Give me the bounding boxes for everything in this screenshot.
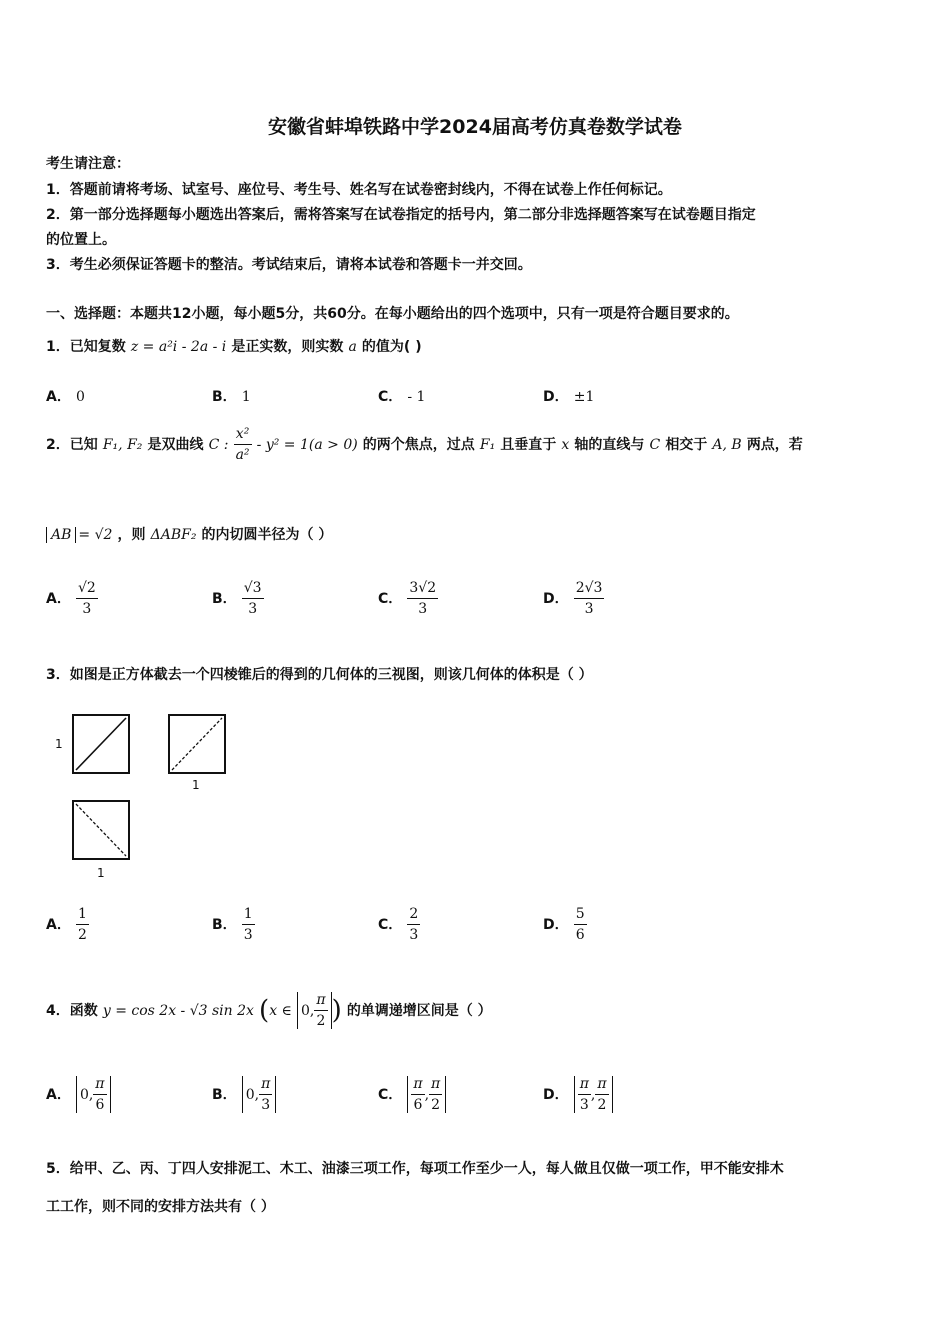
q2-abs-ab: AB bbox=[46, 527, 76, 543]
front-view-label: 1 bbox=[55, 737, 63, 751]
denominator: 2 bbox=[77, 927, 87, 943]
notice-line-2b: 的位置上。 bbox=[46, 232, 116, 248]
option-label: D． bbox=[543, 389, 569, 405]
front-view bbox=[72, 714, 130, 774]
notice-line-1: 1．答题前请将考场、试室号、座位号、考生号、姓名写在试卷密封线内，不得在试卷上作任何标记。 bbox=[46, 182, 672, 198]
q1-option-b[interactable] bbox=[212, 386, 251, 406]
q1-mid: 是正实数，则实数 bbox=[231, 339, 344, 355]
q4-expression: y = cos 2x - √3 sin 2x bbox=[102, 1003, 254, 1019]
q1-post: 的值为( ) bbox=[361, 339, 422, 355]
q2-text-7: ，则 bbox=[117, 527, 146, 543]
interval-comma: , bbox=[424, 1087, 430, 1103]
option-interval bbox=[574, 1076, 613, 1113]
numerator: π bbox=[429, 1076, 442, 1095]
q4-pre: 4．函数 bbox=[46, 1003, 98, 1019]
q3-option-b[interactable] bbox=[212, 906, 255, 943]
q4-post: 的单调递增区间是（ ） bbox=[346, 1003, 492, 1019]
numerator: 3√2 bbox=[407, 580, 438, 599]
q2-option-d[interactable] bbox=[543, 580, 604, 617]
q2-text-5: 相交于 bbox=[665, 437, 708, 453]
denominator: 3 bbox=[418, 601, 428, 617]
option-label: A． bbox=[46, 1087, 71, 1103]
option-value: ±1 bbox=[573, 389, 595, 405]
numerator: 1 bbox=[242, 906, 255, 925]
option-value: - 1 bbox=[407, 389, 426, 405]
q2-c: C bbox=[649, 437, 661, 453]
option-interval bbox=[407, 1076, 446, 1113]
q1-variable: a bbox=[348, 339, 357, 355]
side-view bbox=[168, 714, 226, 774]
option-label: A． bbox=[46, 389, 71, 405]
q1-option-c[interactable] bbox=[378, 386, 425, 406]
option-fraction bbox=[76, 906, 89, 943]
numerator: π bbox=[411, 1076, 424, 1095]
option-label: D． bbox=[543, 1087, 569, 1103]
numerator: π bbox=[595, 1076, 608, 1095]
denominator: 3 bbox=[243, 927, 253, 943]
q2-curve-head: C : bbox=[208, 437, 229, 453]
interval-fraction bbox=[93, 1076, 106, 1113]
denominator: 3 bbox=[579, 1097, 589, 1113]
q2-option-b[interactable] bbox=[212, 580, 264, 617]
q2-triangle: ΔABF₂ bbox=[150, 527, 197, 543]
q2-foci: F₁, F₂ bbox=[102, 437, 143, 453]
numerator: 2 bbox=[407, 906, 420, 925]
q2-x: x bbox=[561, 437, 570, 453]
q2-text-6: 两点，若 bbox=[746, 437, 803, 453]
q2-text-3: 且垂直于 bbox=[500, 437, 557, 453]
denominator: 2 bbox=[597, 1097, 607, 1113]
q3-option-a[interactable] bbox=[46, 906, 89, 943]
numerator: π bbox=[259, 1076, 272, 1095]
option-fraction bbox=[574, 906, 587, 943]
q2-text-8: 的内切圆半径为（ ） bbox=[201, 527, 333, 543]
q1-option-d[interactable] bbox=[543, 386, 594, 406]
numerator: √3 bbox=[242, 580, 264, 599]
q4-option-d[interactable] bbox=[543, 1076, 613, 1113]
q2-f1: F₁ bbox=[479, 437, 496, 453]
option-interval bbox=[242, 1076, 277, 1113]
option-value: 0 bbox=[75, 389, 85, 405]
denominator: 3 bbox=[409, 927, 419, 943]
interval-lo: 0, bbox=[79, 1087, 94, 1103]
q2-ab: A, B bbox=[712, 437, 742, 453]
option-label: C． bbox=[378, 917, 403, 933]
q2-text-2: 的两个焦点，过点 bbox=[362, 437, 475, 453]
q4-option-c[interactable] bbox=[378, 1076, 446, 1113]
option-fraction bbox=[407, 906, 420, 943]
option-label: C． bbox=[378, 591, 403, 607]
option-fraction bbox=[574, 580, 605, 617]
denominator: 3 bbox=[82, 601, 92, 617]
option-fraction bbox=[242, 906, 255, 943]
denominator: 6 bbox=[575, 927, 585, 943]
option-label: B． bbox=[212, 591, 237, 607]
top-view-hidden-edge bbox=[74, 802, 128, 858]
notice-line-3: 3．考生必须保证答题卡的整洁。考试结束后，请将本试卷和答题卡一并交回。 bbox=[46, 257, 532, 273]
option-label: C． bbox=[378, 389, 403, 405]
q4-domain-fraction bbox=[314, 992, 327, 1029]
question-1 bbox=[46, 336, 422, 356]
question-3: 3．如图是正方体截去一个四棱锥后的得到的几何体的三视图，则该几何体的体积是（ ） bbox=[46, 667, 593, 683]
interval-lo: 0, bbox=[245, 1087, 260, 1103]
side-view-label: 1 bbox=[192, 778, 200, 792]
q4-domain-interval bbox=[297, 992, 332, 1029]
denominator: 6 bbox=[413, 1097, 423, 1113]
option-label: B． bbox=[212, 917, 237, 933]
q1-option-a[interactable] bbox=[46, 386, 85, 406]
option-fraction bbox=[76, 580, 98, 617]
option-label: B． bbox=[212, 389, 237, 405]
q4-option-b[interactable] bbox=[212, 1076, 276, 1113]
denominator: 2 bbox=[431, 1097, 441, 1113]
interval-fraction-lo bbox=[411, 1076, 424, 1113]
section-heading: 一、选择题：本题共12小题，每小题5分，共60分。在每小题给出的四个选项中，只有一项是符合题目要求的。 bbox=[46, 306, 739, 322]
option-label: A． bbox=[46, 917, 71, 933]
q2-pre: 2．已知 bbox=[46, 437, 98, 453]
q2-option-c[interactable] bbox=[378, 580, 438, 617]
q4-option-a[interactable] bbox=[46, 1076, 111, 1113]
option-label: C． bbox=[378, 1087, 403, 1103]
q1-expression: z = a²i - 2a - i bbox=[130, 339, 227, 355]
q3-option-c[interactable] bbox=[378, 906, 420, 943]
denominator: 3 bbox=[261, 1097, 271, 1113]
top-view bbox=[72, 800, 130, 860]
q4-domain-lo: 0, bbox=[301, 1003, 315, 1019]
q4-paren-open: ( bbox=[259, 995, 270, 1026]
denominator: 3 bbox=[248, 601, 258, 617]
denominator: 6 bbox=[95, 1097, 105, 1113]
option-label: B． bbox=[212, 1087, 237, 1103]
q2-text-4: 轴的直线与 bbox=[574, 437, 645, 453]
top-view-label: 1 bbox=[97, 866, 105, 880]
denominator: 3 bbox=[584, 601, 594, 617]
interval-fraction-hi bbox=[429, 1076, 442, 1113]
numerator: 5 bbox=[574, 906, 587, 925]
q2-curve-tail: - y² = 1(a > 0) bbox=[256, 437, 358, 453]
denominator: a² bbox=[235, 447, 250, 463]
question-5-line-1: 5．给甲、乙、丙、丁四人安排泥工、木工、油漆三项工作，每项工作至少一人，每人做且仅做一项工作，甲不能安排木 bbox=[46, 1161, 784, 1177]
q4-paren-close: ) bbox=[331, 995, 342, 1026]
notice-line-2a: 2．第一部分选择题每小题选出答案后，需将答案写在试卷指定的括号内，第二部分非选择题答案写在试卷题目指定 bbox=[46, 207, 756, 223]
option-label: D． bbox=[543, 591, 569, 607]
option-label: A． bbox=[46, 591, 71, 607]
denominator: 2 bbox=[316, 1013, 326, 1029]
question-5-line-2: 工工作，则不同的安排方法共有（ ） bbox=[46, 1199, 275, 1215]
q4-domain-pre: x ∈ bbox=[269, 1003, 292, 1019]
side-view-hidden-edge bbox=[170, 716, 224, 772]
question-4 bbox=[46, 992, 492, 1029]
q2-cond-right: = √2 bbox=[78, 527, 113, 543]
option-fraction bbox=[242, 580, 264, 617]
page-title: 安徽省蚌埠铁路中学2024届高考仿真卷数学试卷 bbox=[268, 116, 682, 138]
notice-heading: 考生请注意： bbox=[46, 156, 130, 172]
numerator: √2 bbox=[76, 580, 98, 599]
option-fraction bbox=[407, 580, 438, 617]
interval-fraction-hi bbox=[595, 1076, 608, 1113]
q2-curve-fraction bbox=[234, 426, 252, 463]
numerator: π bbox=[578, 1076, 591, 1095]
question-2-cont bbox=[46, 524, 332, 544]
q1-pre: 1．已知复数 bbox=[46, 339, 126, 355]
question-2 bbox=[46, 426, 803, 463]
option-value: 1 bbox=[241, 389, 251, 405]
q2-text-1: 是双曲线 bbox=[147, 437, 204, 453]
numerator: π bbox=[93, 1076, 106, 1095]
interval-fraction-lo bbox=[578, 1076, 591, 1113]
option-label: D． bbox=[543, 917, 569, 933]
interval-comma: , bbox=[590, 1087, 596, 1103]
interval-fraction bbox=[259, 1076, 272, 1113]
option-interval bbox=[76, 1076, 111, 1113]
q3-option-d[interactable] bbox=[543, 906, 587, 943]
numerator: x² bbox=[234, 426, 252, 445]
numerator: 2√3 bbox=[574, 580, 605, 599]
front-view-diagonal bbox=[74, 716, 128, 772]
numerator: π bbox=[314, 992, 327, 1011]
numerator: 1 bbox=[76, 906, 89, 925]
q2-option-a[interactable] bbox=[46, 580, 98, 617]
